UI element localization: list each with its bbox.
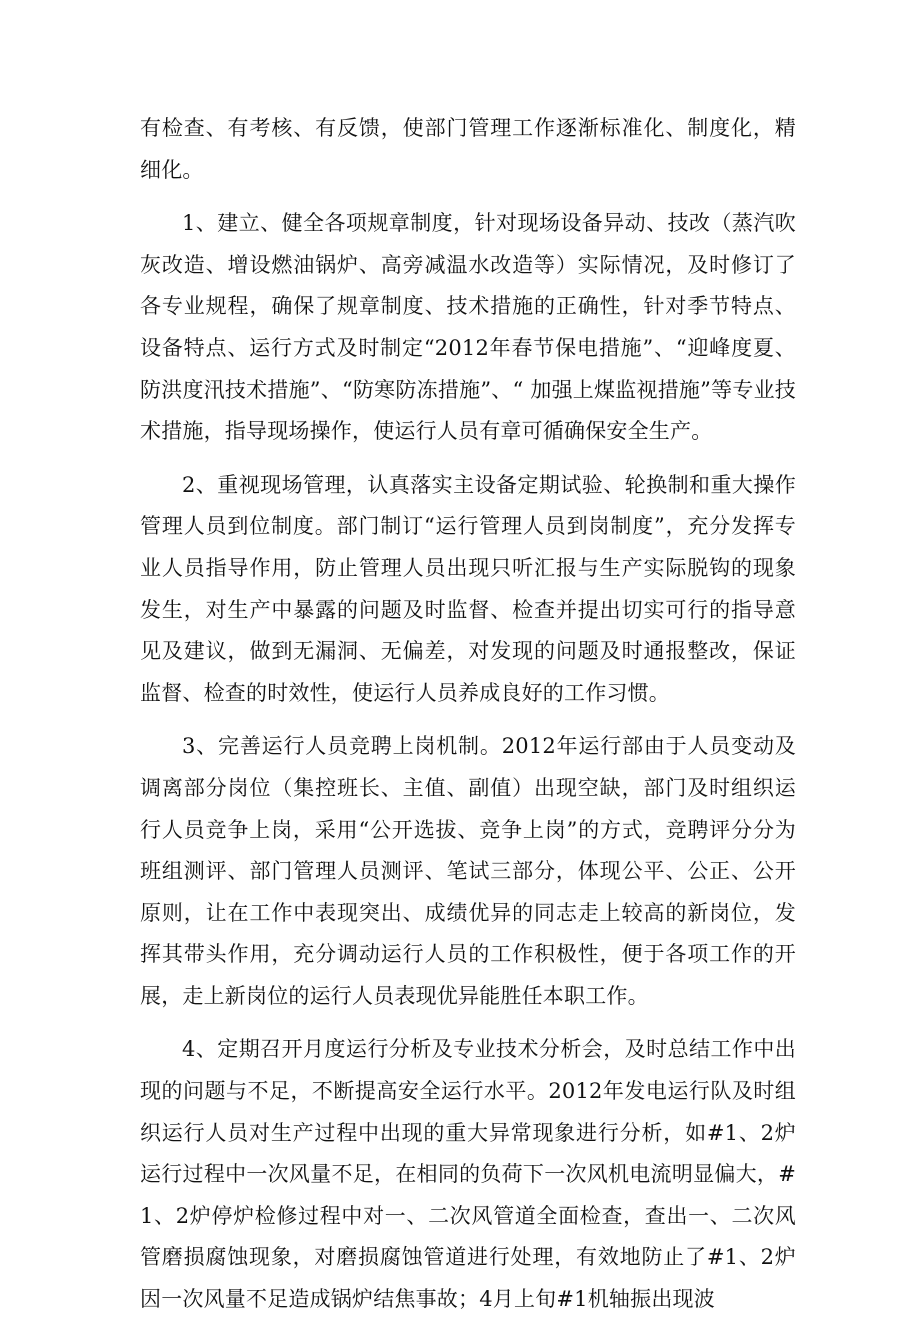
paragraph-item-4: 4、定期召开月度运行分析及专业技术分析会，及时总结工作中出现的问题与不足，不断提高安全运行水平。2012年发电运行队及时组织运行人员对生产过程中出现的重大异常现象进行分析，如#1、2炉运行过程中一次风量不足，在相同的负荷下一次风机电流明显偏大，#1、2炉停炉检修过程中对一、二次风管道全面检查，查出一、二次风管磨损腐蚀现象，对磨损腐蚀管道进行处理，有效地防止了#1、2炉因一次风量不足造成锅炉结焦事故；4月上旬#1机轴振出现波 (140, 1037, 796, 1312)
paragraph-item-3: 3、完善运行人员竞聘上岗机制。2012年运行部由于人员变动及调离部分岗位（集控班长、主值、副值）出现空缺，部门及时组织运行人员竞争上岗，采用“公开选拔、竞争上岗”的方式，竞聘评分分为班组测评、部门管理人员测评、笔试三部分，体现公平、公正、公开原则，让在工作中表现突出、成绩优异的同志走上较高的新岗位，发挥其带头作用，充分调动运行人员的工作积极性，便于各项工作的开展，走上新岗位的运行人员表现优异能胜任本职工作。 (140, 734, 796, 1008)
paragraph-intro: 有检查、有考核、有反馈，使部门管理工作逐渐标准化、制度化，精细化。 (140, 116, 796, 182)
paragraph-item-2: 2、重视现场管理，认真落实主设备定期试验、轮换制和重大操作管理人员到位制度。部门制订“运行管理人员到岗制度”，充分发挥专业人员指导作用，防止管理人员出现只听汇报与生产实际脱钩的现象发生，对生产中暴露的问题及时监督、检查并提出切实可行的指导意见及建议，做到无漏洞、无偏差，对发现的问题及时通报整改，保证监督、检查的时效性，使运行人员养成良好的工作习惯。 (140, 472, 796, 705)
document-page (140, 108, 796, 1333)
paragraph-item-1: 1、建立、健全各项规章制度，针对现场设备异动、技改（蒸汽吹灰改造、增设燃油锅炉、高旁减温水改造等）实际情况，及时修订了各专业规程，确保了规章制度、技术措施的正确性，针对季节特点、设备特点、运行方式及时制定“2012年春节保电措施”、“迎峰度夏、防洪度汛技术措施”、“防寒防冻措施”、“ 加强上煤监视措施”等专业技术措施，指导现场操作，使运行人员有章可循确保安全生产。 (140, 211, 796, 444)
